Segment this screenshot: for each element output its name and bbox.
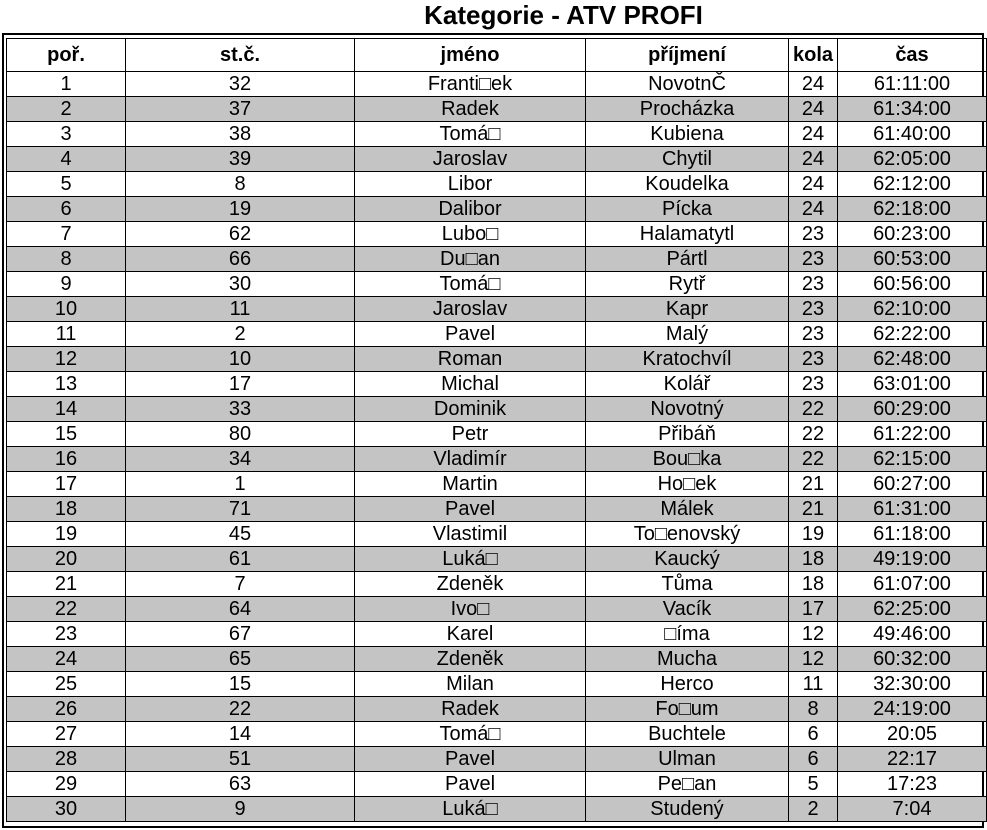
cell-prijmeni: Herco (586, 672, 789, 697)
table-row (7, 247, 987, 272)
cell-poradi: 26 (7, 697, 126, 722)
cell-jmeno: Milan (355, 672, 586, 697)
cell-cas: 17:23 (838, 772, 987, 797)
cell-poradi: 12 (7, 347, 126, 372)
cell-startovni-cislo: 51 (126, 747, 355, 772)
cell-jmeno: Ivo□ (355, 597, 586, 622)
cell-poradi: 15 (7, 422, 126, 447)
cell-startovni-cislo: 38 (126, 122, 355, 147)
cell-jmeno: Martin (355, 472, 586, 497)
cell-poradi: 4 (7, 147, 126, 172)
cell-prijmeni: Pártl (586, 247, 789, 272)
cell-kola: 24 (789, 122, 838, 147)
cell-cas: 62:05:00 (838, 147, 987, 172)
cell-jmeno: Tomá□ (355, 722, 586, 747)
cell-jmeno: Petr (355, 422, 586, 447)
cell-startovni-cislo: 61 (126, 547, 355, 572)
cell-prijmeni: NovotnČ (586, 72, 789, 97)
cell-cas: 63:01:00 (838, 372, 987, 397)
cell-jmeno: Luká□ (355, 547, 586, 572)
cell-cas: 60:23:00 (838, 222, 987, 247)
cell-cas: 60:27:00 (838, 472, 987, 497)
table-row (7, 747, 987, 772)
cell-kola: 24 (789, 72, 838, 97)
cell-prijmeni: Ulman (586, 747, 789, 772)
cell-kola: 23 (789, 222, 838, 247)
cell-poradi: 14 (7, 397, 126, 422)
cell-prijmeni: Chytil (586, 147, 789, 172)
cell-cas: 61:22:00 (838, 422, 987, 447)
cell-cas: 61:18:00 (838, 522, 987, 547)
cell-prijmeni: Mucha (586, 647, 789, 672)
cell-startovni-cislo: 45 (126, 522, 355, 547)
cell-kola: 22 (789, 422, 838, 447)
cell-prijmeni: Vacík (586, 597, 789, 622)
cell-cas: 61:07:00 (838, 572, 987, 597)
cell-jmeno: Radek (355, 697, 586, 722)
cell-prijmeni: Fo□um (586, 697, 789, 722)
cell-poradi: 24 (7, 647, 126, 672)
cell-cas: 61:11:00 (838, 72, 987, 97)
cell-cas: 60:29:00 (838, 397, 987, 422)
cell-kola: 21 (789, 497, 838, 522)
cell-prijmeni: Pe□an (586, 772, 789, 797)
cell-startovni-cislo: 65 (126, 647, 355, 672)
cell-kola: 23 (789, 322, 838, 347)
cell-startovni-cislo: 19 (126, 197, 355, 222)
table-row (7, 472, 987, 497)
cell-prijmeni: Studený (586, 797, 789, 822)
cell-poradi: 29 (7, 772, 126, 797)
cell-prijmeni: Procházka (586, 97, 789, 122)
cell-startovni-cislo: 32 (126, 72, 355, 97)
cell-jmeno: Du□an (355, 247, 586, 272)
cell-startovni-cislo: 17 (126, 372, 355, 397)
cell-poradi: 2 (7, 97, 126, 122)
cell-prijmeni: Kratochvíl (586, 347, 789, 372)
cell-kola: 18 (789, 547, 838, 572)
cell-kola: 8 (789, 697, 838, 722)
cell-poradi: 7 (7, 222, 126, 247)
table-row (7, 547, 987, 572)
table-row (7, 172, 987, 197)
cell-kola: 23 (789, 372, 838, 397)
cell-poradi: 20 (7, 547, 126, 572)
cell-prijmeni: Kubiena (586, 122, 789, 147)
table-row (7, 622, 987, 647)
page-title: Kategorie - ATV PROFI (424, 0, 703, 30)
cell-cas: 61:40:00 (838, 122, 987, 147)
cell-jmeno: Pavel (355, 772, 586, 797)
results-body (7, 72, 987, 822)
cell-cas: 61:31:00 (838, 497, 987, 522)
cell-poradi: 22 (7, 597, 126, 622)
cell-kola: 24 (789, 172, 838, 197)
cell-cas: 62:25:00 (838, 597, 987, 622)
table-row (7, 422, 987, 447)
header-poradi: poř. (7, 39, 126, 72)
cell-startovni-cislo: 80 (126, 422, 355, 447)
table-row (7, 722, 987, 747)
table-row (7, 397, 987, 422)
cell-poradi: 16 (7, 447, 126, 472)
cell-jmeno: Pavel (355, 497, 586, 522)
cell-kola: 22 (789, 447, 838, 472)
cell-jmeno: Dalibor (355, 197, 586, 222)
cell-cas: 62:10:00 (838, 297, 987, 322)
cell-cas: 62:15:00 (838, 447, 987, 472)
cell-kola: 24 (789, 147, 838, 172)
cell-kola: 5 (789, 772, 838, 797)
cell-startovni-cislo: 64 (126, 597, 355, 622)
table-row (7, 272, 987, 297)
header-row (7, 39, 987, 72)
cell-kola: 11 (789, 672, 838, 697)
cell-poradi: 23 (7, 622, 126, 647)
cell-startovni-cislo: 37 (126, 97, 355, 122)
cell-jmeno: Luká□ (355, 797, 586, 822)
table-row (7, 372, 987, 397)
cell-startovni-cislo: 2 (126, 322, 355, 347)
cell-kola: 12 (789, 647, 838, 672)
table-row (7, 347, 987, 372)
cell-jmeno: Franti□ek (355, 72, 586, 97)
cell-startovni-cislo: 10 (126, 347, 355, 372)
cell-jmeno: Lubo□ (355, 222, 586, 247)
cell-cas: 22:17 (838, 747, 987, 772)
cell-poradi: 1 (7, 72, 126, 97)
cell-kola: 18 (789, 572, 838, 597)
cell-kola: 2 (789, 797, 838, 822)
table-row (7, 497, 987, 522)
cell-jmeno: Dominik (355, 397, 586, 422)
cell-poradi: 27 (7, 722, 126, 747)
cell-prijmeni: Přibáň (586, 422, 789, 447)
cell-cas: 60:32:00 (838, 647, 987, 672)
cell-poradi: 9 (7, 272, 126, 297)
cell-cas: 62:18:00 (838, 197, 987, 222)
table-row (7, 447, 987, 472)
cell-kola: 17 (789, 597, 838, 622)
cell-poradi: 18 (7, 497, 126, 522)
cell-startovni-cislo: 33 (126, 397, 355, 422)
cell-jmeno: Libor (355, 172, 586, 197)
table-row (7, 297, 987, 322)
cell-jmeno: Tomá□ (355, 122, 586, 147)
table-row (7, 522, 987, 547)
cell-startovni-cislo: 66 (126, 247, 355, 272)
cell-kola: 21 (789, 472, 838, 497)
cell-kola: 23 (789, 247, 838, 272)
cell-jmeno: Pavel (355, 747, 586, 772)
cell-cas: 49:19:00 (838, 547, 987, 572)
cell-prijmeni: Bou□ka (586, 447, 789, 472)
cell-jmeno: Karel (355, 622, 586, 647)
cell-kola: 24 (789, 197, 838, 222)
cell-cas: 60:56:00 (838, 272, 987, 297)
cell-cas: 7:04 (838, 797, 987, 822)
cell-prijmeni: Rytř (586, 272, 789, 297)
table-row (7, 597, 987, 622)
cell-prijmeni: Málek (586, 497, 789, 522)
cell-poradi: 17 (7, 472, 126, 497)
cell-cas: 32:30:00 (838, 672, 987, 697)
cell-jmeno: Zdeněk (355, 572, 586, 597)
cell-startovni-cislo: 63 (126, 772, 355, 797)
cell-prijmeni: Pícka (586, 197, 789, 222)
cell-poradi: 25 (7, 672, 126, 697)
cell-jmeno: Vladimír (355, 447, 586, 472)
cell-cas: 24:19:00 (838, 697, 987, 722)
cell-jmeno: Tomá□ (355, 272, 586, 297)
cell-prijmeni: Malý (586, 322, 789, 347)
cell-jmeno: Vlastimil (355, 522, 586, 547)
table-row (7, 97, 987, 122)
table-row (7, 322, 987, 347)
cell-poradi: 11 (7, 322, 126, 347)
table-row (7, 72, 987, 97)
cell-cas: 62:48:00 (838, 347, 987, 372)
cell-prijmeni: Kaucký (586, 547, 789, 572)
cell-jmeno: Radek (355, 97, 586, 122)
cell-startovni-cislo: 14 (126, 722, 355, 747)
table-row (7, 672, 987, 697)
cell-jmeno: Roman (355, 347, 586, 372)
cell-poradi: 8 (7, 247, 126, 272)
cell-prijmeni: Buchtele (586, 722, 789, 747)
cell-kola: 6 (789, 747, 838, 772)
table-row (7, 222, 987, 247)
table-row (7, 697, 987, 722)
cell-startovni-cislo: 7 (126, 572, 355, 597)
cell-kola: 22 (789, 397, 838, 422)
cell-poradi: 21 (7, 572, 126, 597)
cell-startovni-cislo: 9 (126, 797, 355, 822)
table-row (7, 147, 987, 172)
cell-prijmeni: Ho□ek (586, 472, 789, 497)
table-row (7, 772, 987, 797)
cell-jmeno: Michal (355, 372, 586, 397)
cell-poradi: 19 (7, 522, 126, 547)
cell-startovni-cislo: 8 (126, 172, 355, 197)
cell-kola: 19 (789, 522, 838, 547)
table-row (7, 197, 987, 222)
cell-poradi: 5 (7, 172, 126, 197)
cell-prijmeni: Novotný (586, 397, 789, 422)
cell-prijmeni: Kapr (586, 297, 789, 322)
cell-prijmeni: Koudelka (586, 172, 789, 197)
cell-kola: 23 (789, 272, 838, 297)
cell-prijmeni: Halamatytl (586, 222, 789, 247)
cell-poradi: 30 (7, 797, 126, 822)
cell-kola: 6 (789, 722, 838, 747)
cell-poradi: 13 (7, 372, 126, 397)
header-kola: kola (789, 39, 838, 72)
cell-startovni-cislo: 67 (126, 622, 355, 647)
cell-prijmeni: Kolář (586, 372, 789, 397)
cell-cas: 20:05 (838, 722, 987, 747)
header-prijmeni: příjmení (586, 39, 789, 72)
cell-startovni-cislo: 34 (126, 447, 355, 472)
cell-startovni-cislo: 15 (126, 672, 355, 697)
header-startovni-cislo: st.č. (126, 39, 355, 72)
cell-startovni-cislo: 71 (126, 497, 355, 522)
header-cas: čas (838, 39, 987, 72)
cell-cas: 60:53:00 (838, 247, 987, 272)
cell-jmeno: Zdeněk (355, 647, 586, 672)
table-row (7, 122, 987, 147)
cell-prijmeni: Tůma (586, 572, 789, 597)
table-row (7, 572, 987, 597)
cell-jmeno: Jaroslav (355, 147, 586, 172)
cell-startovni-cislo: 11 (126, 297, 355, 322)
cell-prijmeni: □íma (586, 622, 789, 647)
cell-cas: 61:34:00 (838, 97, 987, 122)
cell-cas: 62:12:00 (838, 172, 987, 197)
cell-kola: 24 (789, 97, 838, 122)
cell-kola: 23 (789, 297, 838, 322)
cell-jmeno: Jaroslav (355, 297, 586, 322)
cell-prijmeni: To□enovský (586, 522, 789, 547)
cell-startovni-cislo: 30 (126, 272, 355, 297)
cell-poradi: 10 (7, 297, 126, 322)
header-jmeno: jméno (355, 39, 586, 72)
cell-startovni-cislo: 22 (126, 697, 355, 722)
cell-kola: 12 (789, 622, 838, 647)
cell-jmeno: Pavel (355, 322, 586, 347)
table-row (7, 797, 987, 822)
cell-cas: 49:46:00 (838, 622, 987, 647)
cell-startovni-cislo: 1 (126, 472, 355, 497)
results-table (6, 38, 987, 822)
cell-startovni-cislo: 39 (126, 147, 355, 172)
cell-poradi: 6 (7, 197, 126, 222)
cell-cas: 62:22:00 (838, 322, 987, 347)
cell-poradi: 28 (7, 747, 126, 772)
cell-kola: 23 (789, 347, 838, 372)
cell-startovni-cislo: 62 (126, 222, 355, 247)
table-row (7, 647, 987, 672)
cell-poradi: 3 (7, 122, 126, 147)
